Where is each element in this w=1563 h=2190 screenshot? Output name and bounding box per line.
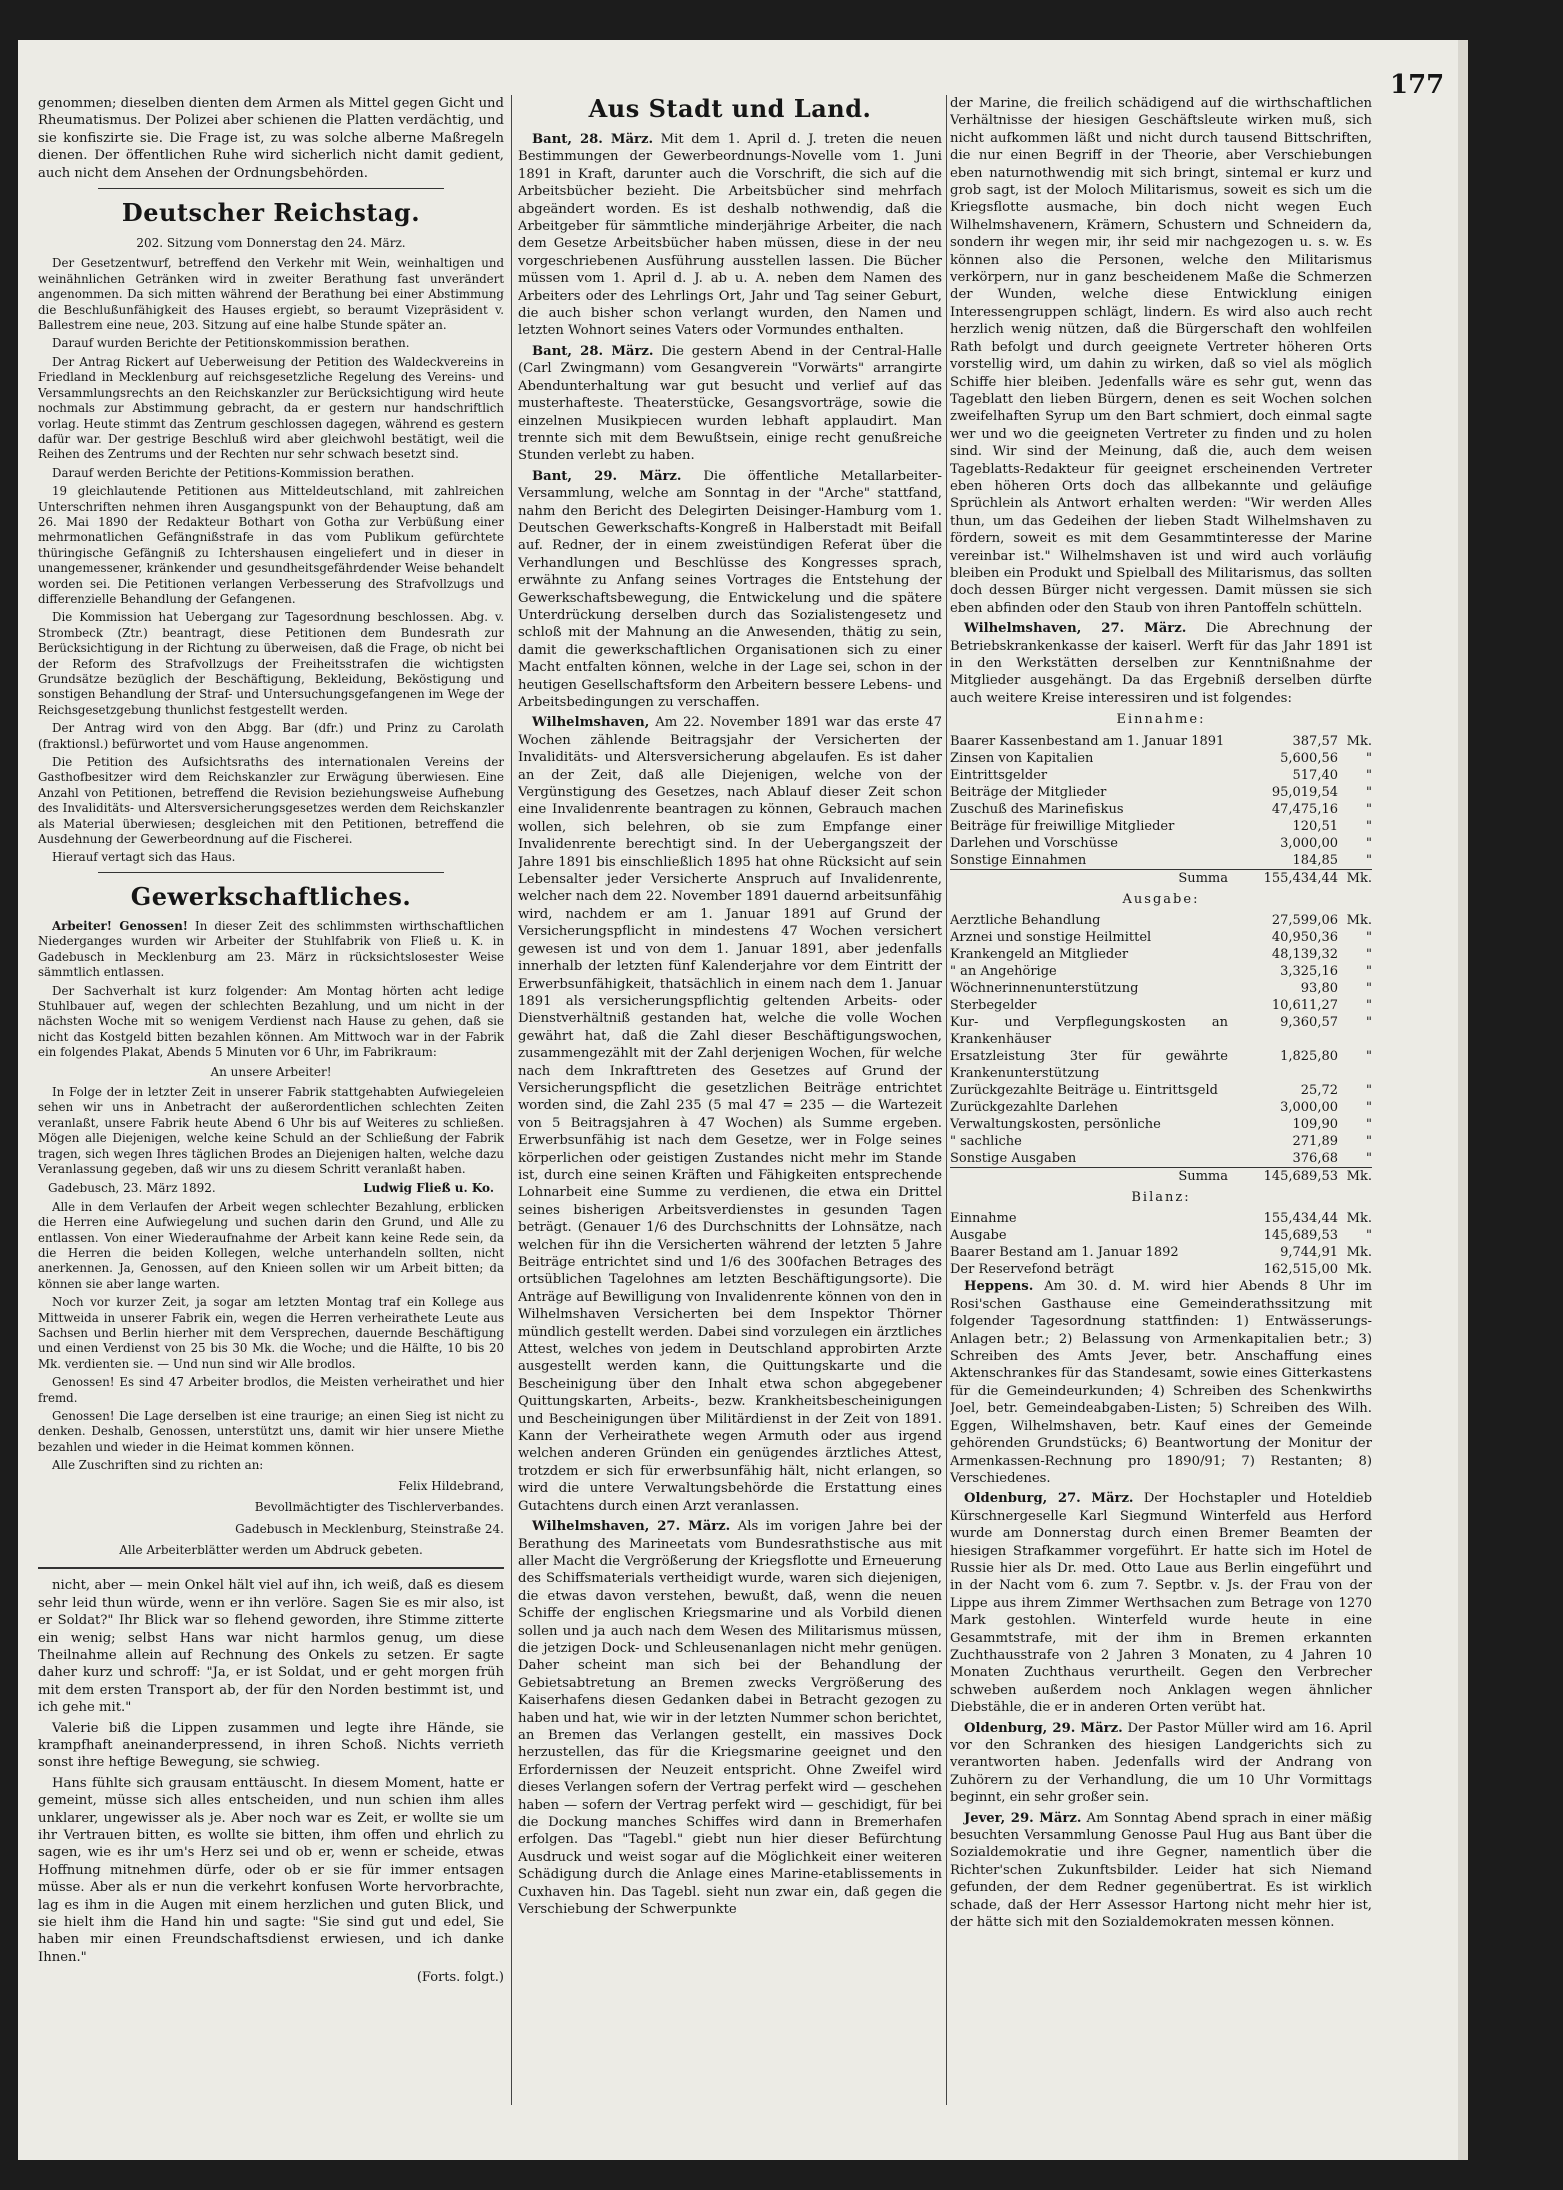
news-text: Am 30. d. M. wird hier Abends 8 Uhr im Rosi'schen Gasthause eine Gemeinderathssitzung mit folgender Tagesordnung stattfinden: 1) Entwässerungs-Anlagen betr.; 2) Belassung von Armenkapitalien betr.; 3) Schreiben des Amts Jever, betr. Anschaffung eines Aktenschrankes für das Standesamt, sowie eines Gitterkastens für die Gemeindeurkunden; 4) Schreiben des Schenkwirths Joel, betr. Gemeindeabgaben-Listen; 5) Schreiben des Wilh. Eggen, Wilhelmshaven, betr. Kauf eines der Gemeinde gehörenden Grundstücks; 6) Beantwortung der Monitur der Armenkassen-Rechnung pro 1890/91; 7) Restanten; 8) Verschiedenes. [950, 1279, 1372, 1486]
page-edge [1458, 40, 1468, 2160]
news-dateline: Oldenburg, 29. März. [964, 1720, 1123, 1736]
table-row [950, 1014, 1372, 1048]
row-unit: " [1366, 1100, 1372, 1116]
kasse-article [950, 620, 1372, 707]
reichstag-paragraph: Darauf werden Berichte der Petitions-Kommission berathen. [52, 465, 415, 480]
row-label: " sachliche [950, 1134, 1022, 1150]
news-text: Als im vorigen Jahre bei der Berathung des Marineetats vom Bundesrathstische aus mit aller Macht die Vergrößerung der Kriegsflotte und Erneuerung des Schiffsmaterials vertheidigt wurde, waren sich diejenigen, die etwas davon verstehen, bewußt, daß, wenn die neuen Schiffe der englischen Kriegsmarine und als Vorbild dienen sollen und ja auch nach dem Wesen des Militarismus müssen, die jetzigen Dock- und Schleusenanlagen nicht mehr genügen. Daher scheint man sich bei der Behandlung der Gebietsabtretung an Bremen zwecks Vergrößerung des Kaiserhafens diesen Gedanken dabei in Betracht gezogen zu haben und hat, wie wir in der letzten Nummer schon berichtet, an Bremen das Verlangen gestellt, ein massives Dock herzustellen, das für die Kriegsmarine geeignet und den Erfordernissen der Neuzeit entspricht. Ohne Zweifel wird dieses Verlangen sofern der Vertrag perfekt wird — geschehen haben — sofern der Vertrag perfekt wird — geschidigt, für bei die Dockung manches Schiffes wird dann in Bremerhafen erfolgen. Das "Tagebl." giebt nun hier dieser Befürchtung Ausdruck und weist sogar auf die Möglichkeit einer weiteren Schädigung durch die Anlage eines Marine-etablissements in Cuxhaven hin. Das Tagebl. sieht nun zwar ein, daß gegen die Verschiebung der Schwerpunkte [518, 1519, 942, 1918]
plakat-text: In Folge der in letzter Zeit in unserer Fabrik stattgehabten Aufwiegeleien sehen wir uns in Anbetracht der außerordentlichen schlechten Zeiten veranlaßt, unsere Fabrik heute Abend 6 Uhr bis auf Weiteres zu schließen. Mögen alle Diejenigen, welche keine Schuld an der Schließung der Fabrik tragen, sich wegen Ihres täglichen Brodes an Diejenigen halten, welche dazu Veranlassung gegeben, daß wir uns zu diesem Schritt veranlaßt haben. [38, 1084, 504, 1176]
row-label: Zinsen von Kapitalien [950, 750, 1094, 766]
row-value: 162,515,00 [1263, 1262, 1338, 1278]
table-row [950, 1082, 1372, 1099]
news-text: Der Hochstapler und Hoteldieb Kürschnergeselle Karl Siegmund Winterfeld aus Herford wurde am Donnerstag durch einen Bremer Beamten der hiesigen Strafkammer vorgeführt. Er hatte sich im Hotel de Russie hier als Dr. med. Otto Laue aus Berlin eingeführt und in der Nacht vom 6. zum 7. Septbr. v. Js. der Frau von der Lippe aus ihrem Zimmer Werthsachen zum Betrage von 1270 Mark gestohlen. Winterfeld wurde heute in eine Gesammtstrafe, mit der ihm in Bremen erkannten Zuchthausstrafe von 2 Jahren 3 Monaten, zu 4 Jahren 10 Monaten Zuchthaus verurtheilt. Gegen den Verbrecher schweben außerdem noch Anklagen wegen ähnlicher Diebstähle, die er in anderen Orten verübt hat. [950, 1491, 1372, 1716]
row-label: " an Angehörige [950, 964, 1057, 980]
row-unit: " [1366, 1015, 1372, 1031]
reichstag-paragraph: Hierauf vertagt sich das Haus. [52, 850, 236, 865]
ausgabe-heading: Ausgabe: [1122, 891, 1200, 907]
row-unit: " [1366, 1134, 1372, 1150]
row-value: 155,434,44 [1263, 1211, 1338, 1227]
table-row [950, 1116, 1372, 1133]
table-row [950, 767, 1372, 784]
appeal-text-1: In dieser Zeit des schlimmsten wirthschaftlichen Niederganges wurden wir Arbeiter der Stuhlfabrik von Fließ u. K. in Gadebusch in Mecklenburg am 23. März in rücksichtslosester Weise sämmtlich entlassen. [38, 918, 504, 980]
appeal-paragraph: Genossen! Es sind 47 Arbeiter brodlos, die Meisten verheirathet und hier fremd. [38, 1375, 504, 1405]
row-value: 25,72 [1300, 1083, 1338, 1099]
kasse-lead: Wilhelmshaven, 27. März. [964, 621, 1187, 637]
news-dateline: Wilhelmshaven, 27. März. [532, 1519, 731, 1535]
appeal-continuation [38, 1200, 504, 1474]
address-role: Bevollmächtigter des Tischlerverbandes. [254, 1500, 504, 1515]
reichstag-report [38, 256, 504, 865]
reichstag-paragraph: 19 gleichlautende Petitionen aus Mitteldeutschland, mit zahlreichen Unterschriften nehmen ihren Ausgangspunkt von der Behauptung, daß am 26. Mai 1890 der Redakteur Bothart von Gotha zur Verbüßung einer mehrmonatlichen Gefängnißstrafe in das vom Publikum gefürchtete thüringische Gefängniß zu Ichtershausen eingeliefert und in dieser in unangemessener, kränkender und gesundheitsgefährdender Weise behandelt worden sei. Die Petitionen verlangen Verbesserung des Strafvollzugs und differenzielle Behandlung der Gefangenen. [38, 484, 504, 606]
row-value: 9,744,91 [1280, 1245, 1338, 1261]
row-unit: Mk. [1346, 1211, 1372, 1227]
appeal-text-2: Der Sachverhalt ist kurz folgender: Am Montag hörten acht ledige Stuhlbauer auf, wegen der schlechten Bezahlung, und um nicht in der nächsten Woche mit so wenigem Verdienst nach Hause zu gehen, daß sie nicht das Kostgeld bitten bezahlen können. Am Mittwoch war in der Fabrik ein folgendes Plakat, Abends 5 Minuten vor 6 Uhr, im Fabrikraum: [38, 983, 504, 1060]
column-rule-2 [946, 95, 947, 2105]
row-unit: " [1366, 767, 1372, 783]
news-dateline: Oldenburg, 27. März. [964, 1491, 1134, 1507]
gewerkschaft-appeal [38, 919, 504, 981]
row-unit: Mk. [1346, 733, 1372, 749]
feuilleton-paragraph: Valerie biß die Lippen zusammen und legte ihre Hände, sie krampfhaft aneinanderpressend, in ihren Schoß. Nichts verrieth sonst ihre heftige Bewegung, sie schwieg. [38, 1720, 504, 1771]
einnahme-heading: Einnahme: [1116, 712, 1206, 728]
row-label: Sonstige Einnahmen [950, 852, 1087, 868]
column-rule-1 [511, 95, 512, 2105]
bilanz-table [950, 1210, 1372, 1278]
table-row [950, 733, 1372, 750]
einnahme-table [950, 733, 1372, 887]
news-item [950, 1278, 1372, 1487]
row-value: 3,325,16 [1280, 964, 1338, 980]
ausgabe-table [950, 912, 1372, 1185]
reichstag-paragraph: Die Petition des Aufsichtsraths des internationalen Vereins der Gasthofbesitzer wird dem Reichskanzler zur Erwägung überwiesen. Eine Anzahl von Petitionen, betreffend die Revision beziehungsweise Aufhebung des Invaliditäts- und Altersversicherungsgesetzes werden dem Reichskanzler als Material überwiesen; desgleichen mit den Petitionen, betreffend die Ausdehnung der Gewerbeordnung auf die Fischerei. [38, 755, 504, 847]
news-item [518, 343, 942, 465]
row-label: Kur- und Verpflegungskosten an Krankenhäuser [950, 1015, 1228, 1048]
address-note: Alle Arbeiterblätter werden um Abdruck gebeten. [119, 1542, 423, 1557]
row-unit: Mk. [1346, 913, 1372, 929]
row-label: Zurückgezahlte Beiträge u. Eintrittsgeld [950, 1083, 1218, 1099]
row-unit: " [1366, 947, 1372, 963]
table-row [950, 1099, 1372, 1116]
row-label: Der Reservefond beträgt [950, 1262, 1114, 1278]
news-item [950, 1490, 1372, 1716]
row-unit: " [1366, 852, 1372, 868]
row-label: Zurückgezahlte Darlehen [950, 1100, 1119, 1116]
row-value: 10,611,27 [1271, 998, 1338, 1014]
row-label: Beiträge der Mitglieder [950, 784, 1107, 800]
address-place: Gadebusch in Mecklenburg, Steinstraße 24. [235, 1521, 504, 1536]
news-dateline: Bant, 28. März. [532, 343, 654, 359]
row-unit: Mk. [1346, 1262, 1372, 1278]
row-value: 27,599,06 [1271, 913, 1338, 929]
news-text: Mit dem 1. April d. J. treten die neuen Bestimmungen der Gewerbeordnungs-Novelle vom 1. Juni 1891 in Kraft, darunter auch die Vorschrift, die sich auf die Arbeitsbücher bezieht. Die Arbeitsbücher sind mehrfach abgeändert worden. Es ist deshalb nothwendig, daß die Arbeitgeber für sämmtliche minderjährige Arbeiter, die nach dem Gesetze Arbeitsbücher haben müssen, diese in der neu vorgeschriebenen Ausführung ausstellen lassen. Die Bücher müssen vom 1. April d. J. ab u. A. neben dem Namen des Arbeiters oder des Lehrlings Ort, Jahr und Tag seiner Geburt, die auch bisher schon verlangt wurden, den Namen und letzten Wohnort seines Vaters oder Vormundes enthalten. [518, 132, 942, 339]
table-row [950, 963, 1372, 980]
news-item [518, 714, 942, 1515]
row-label: Einnahme [950, 1211, 1017, 1227]
column-3 [950, 95, 1372, 2105]
plakat-firm: Ludwig Fließ u. Ko. [363, 1181, 494, 1196]
table-row [950, 1150, 1372, 1168]
column-2 [518, 95, 942, 2105]
reichstag-paragraph: Darauf wurden Berichte der Petitionskommission berathen. [52, 336, 410, 351]
table-row [950, 980, 1372, 997]
gewerkschaft-heading: Gewerkschaftliches. [130, 881, 412, 911]
row-value: 387,57 [1292, 733, 1338, 749]
row-unit: " [1366, 750, 1372, 766]
regional-news [950, 1278, 1372, 1931]
news-dateline: Bant, 29. März. [532, 468, 682, 484]
news-dateline: Bant, 28. März. [532, 132, 654, 147]
row-unit: " [1366, 818, 1372, 834]
column-1 [38, 95, 504, 2095]
row-label: Sonstige Ausgaben [950, 1151, 1077, 1167]
table-row [950, 1244, 1372, 1261]
news-text: Die gestern Abend in der Central-Halle (Carl Zwingmann) vom Gesangverein "Vorwärts" arrangirte Abendunterhaltung war gut besucht und verlief auf das musterhafteste. Theaterstücke, Gesangsvorträge, sowie die einzelnen Musikpiecen wurden lebhaft applaudirt. Man trennte sich mit dem Bewußtsein, einige recht genußreiche Stunden verlebt zu haben. [518, 343, 942, 464]
news-item [950, 1720, 1372, 1807]
row-unit: " [1366, 1117, 1372, 1133]
row-label: Ausgabe [950, 1228, 1007, 1244]
table-row [950, 997, 1372, 1014]
local-news [518, 131, 942, 1918]
row-label: Aerztliche Behandlung [950, 913, 1101, 929]
row-label: Baarer Kassenbestand am 1. Januar 1891 [950, 733, 1225, 749]
row-label: Eintrittsgelder [950, 767, 1048, 783]
row-value: 9,360,57 [1280, 1015, 1338, 1031]
row-unit: Mk. [1338, 869, 1372, 887]
row-value: 155,434,44 [1228, 869, 1338, 887]
row-value: 184,85 [1292, 852, 1338, 868]
plakat-heading: An unsere Arbeiter! [210, 1064, 332, 1079]
table-row [950, 801, 1372, 818]
reichstag-paragraph: Der Antrag Rickert auf Ueberweisung der Petition des Waldeckvereins in Friedland in Mecklenburg auf reichsgesetzliche Regelung des Vereins- und Versammlungsrechts an den Reichskanzler zur Berücksichtigung wird heute nochmals zur Abstimmung gebracht, da er gestern nur handschriftlich vorlag. Heute stimmt das Zentrum geschlossen dagegen, während es gestern dafür war. Der gestrige Beschluß wird aber gleichwohl bestätigt, weil die Reihen des Zentrums und der Rechten nur sehr schwach besetzt sind. [38, 354, 504, 462]
sum-row [950, 1168, 1372, 1186]
row-value: 3,000,00 [1280, 835, 1338, 851]
table-row [950, 1210, 1372, 1227]
row-unit: " [1366, 835, 1372, 851]
address-name: Felix Hildebrand, [398, 1478, 504, 1493]
row-unit: " [1366, 981, 1372, 997]
row-unit: " [1366, 1049, 1372, 1065]
kasse-intro: Die Abrechnung der Betriebskrankenkasse der kaiserl. Werft für das Jahr 1891 ist in den Werkstätten derselben zur Kenntnißnahme der Mitglieder ausgehängt. Da das Ergebniß derselben dürfte auch weitere Kreise interessiren und ist folgendes: [950, 621, 1372, 706]
plakat-signature [48, 1180, 494, 1197]
row-value: 93,80 [1300, 981, 1338, 997]
row-unit: Mk. [1338, 1168, 1372, 1186]
row-label: Baarer Bestand am 1. Januar 1892 [950, 1245, 1179, 1261]
row-label: Zuschuß des Marinefiskus [950, 801, 1124, 817]
row-unit: " [1366, 998, 1372, 1014]
feuilleton-paragraph: nicht, aber — mein Onkel hält viel auf ihn, ich weiß, daß es diesem sehr leid thun würde, wenn er ihn verlöre. Sagen Sie es mir also, ist er Soldat?" Ihr Blick war so flehend geworden, ihre Stimme zitterte ein wenig; selbst Hans war nicht harmlos genug, um diese Theilnahme allein auf Rechnung des Onkels zu setzen. Er sagte daher kurz und schroff: "Ja, er ist Soldat, und er geht morgen früh mit dem ersten Transport ab, der für den Norden bestimmt ist, und ich gehe mit." [38, 1578, 504, 1716]
continuation-note: (Forts. folgt.) [416, 1970, 504, 1986]
row-value: 517,40 [1292, 767, 1338, 783]
row-label: Darlehen und Vorschüsse [950, 835, 1118, 851]
news-text: Am 22. November 1891 war das erste 47 Wochen zählende Beitragsjahr der Versicherten der Invaliditäts- und Altersversicherung abgelaufen. Es ist daher an der Zeit, daß alle Diejenigen, welche von der Vergünstigung des Gesetzes, nach Ablauf dieser Zeit schon eine Invalidenrente beantragen zu können, Gebrauch machen wollen, sich belehren, ob sie zum Empfange einer Invalidenrente berechtigt sind. In der Uebergangszeit der Jahre 1891 bis einschließlich 1895 hat ohne Rücksicht auf sein Lebensalter jeder Versicherte Anspruch auf Invalidenrente, welcher nach dem 22. November 1891 dauernd arbeitsunfähig wird, nachdem er am 1. Januar 1891 auf Grund der Versicherungspflicht in mindestens 47 Wochen versichert gewesen ist und von dem 1. Januar 1891, aber jedenfalls innerhalb der letzten fünf Kalenderjahre vor dem Eintritt der Erwerbsunfähigkeit, thatsächlich in einem nach dem 1. Januar 1891 als versicherungspflichtig geltenden Arbeits- oder Dienstverhältniß gestanden hat, welche die volle Wochen gewährt hat, daß die Zahl dieser Beschäftigungswochen, zusammengezählt mit der Zahl derjenigen Wochen, für welche nach dem Inkrafttreten des Gesetzes auf Grund der Versicherungspflicht die gesetzlichen Beiträge entrichtet worden sind, die Zahl 235 (5 mal 47 = 235 — die Wartezeit von 5 Beitragsjahren à 47 Wochen) als Summe ergeben. Erwerbsunfähig ist nach dem Gesetze, wer in Folge seines körperlichen oder geistigen Zustandes nicht mehr im Stande ist, durch eine seinen Kräften und Fähigkeiten entsprechende Lohnarbeit eine Summe zu verdienen, die etwa ein Drittel seines bisherigen Arbeitsverdienstes in gesunden Tagen beträgt. (Genauer 1/6 des Durchschnitts der Lohnsätze, nach welchen für ihn die Versicherten während der letzten 5 Jahre Beiträge entrichtet sind und 1/6 des 300fachen Betrages des ortsüblichen Tagelohnes am letzten Beschäftigungsorte). Die Anträge auf Bewilligung von Invalidenrente können von den in Wilhelmshaven Versicherten bei dem Inspektor Thörner mündlich gestellt werden. Dabei sind vorzulegen ein ärztliches Attest, welches von jedem in Deutschland approbirten Arzte ausgestellt werden kann, die Quittungskarte und die Bescheinigung über den Inhalt etwa schon abgegebener Quittungskarten, Arbeits-, bezw. Krankheitsbescheinigungen und Bescheinigungen über Militärdienst in der Zeit von 1891. Kann der Verheirathete wegen Armuth oder aus irgend welchen anderen Gründen ein genügendes ärztliches Attest, trotzdem er sich für erwerbsunfähig hält, nicht erlangen, so wird die untere Verwaltungsbehörde die Erstattung eines Gutachtens durch einen Arzt veranlassen. [518, 715, 942, 1514]
stadt-land-heading: Aus Stadt und Land. [588, 95, 872, 123]
plakat-place-date: Gadebusch, 23. März 1892. [48, 1181, 216, 1196]
row-value: 109,90 [1292, 1117, 1338, 1133]
row-unit: " [1366, 1083, 1372, 1099]
table-row [950, 1048, 1372, 1082]
table-row [950, 1133, 1372, 1150]
news-text: Die öffentliche Metallarbeiter-Versammlung, welche am Sonntag in der "Arche" stattfand, nahm den Bericht des Delegirten Deisinger-Hamburg vom 1. Deutschen Gewerkschafts-Kongreß in Halberstadt mit Beifall auf. Redner, der in einem zweistündigen Referat über die Verhandlungen und Beschlüsse des Kongresses sprach, erwähnte zu Anfang seines Vortrages die Entstehung der Gewerkschaftsbewegung, die Entwickelung und die spätere Unterdrückung derselben durch das Sozialistengesetz und schloß mit der Mahnung an die Anwesenden, thätig zu sein, damit die gewerkschaftlichen Organisationen sich zu einer Macht entfalten können, welche in der Lage sei, schon in der heutigen Gesellschaftsform den Arbeitern bessere Lebens- und Arbeitsbedingungen zu verschaffen. [518, 468, 942, 710]
row-value: 145,689,53 [1263, 1228, 1338, 1244]
intro-paragraph: genommen; dieselben dienten dem Armen als Mittel gegen Gicht und Rheumatismus. Der Polizei aber schienen die Platten verdächtig, und sie konfiszirte sie. Die Frage ist, zu was solche alberne Maßregeln dienen. Der öffentlichen Ruhe wird sicherlich nicht damit gedient, auch nicht dem Ansehen der Ordnungsbehörden. [38, 96, 504, 181]
feuilleton-paragraph: Hans fühlte sich grausam enttäuscht. In diesem Moment, hatte er gemeint, müsse sich alles entscheiden, und nun schien ihm alles unklarer, ungewisser als je. Aber noch war es Zeit, er wollte sie um ihr Vertrauen bitten, es wollte sie bitten, ihm offen und ehrlich zu sagen, wie es ihr um's Herz sei und ob er, wenn er scheide, etwas Hoffnung mitnehmen dürfe, oder ob er sie für immer entsagen müsse. Aber als er nun die verkehrt konfusen Worte hervorbrachte, lag es ihm in die Augen mit einem herzlichen und guten Blick, und sie hielt ihm die Hand hin und sagte: "Sie sind gut und edel, Sie haben mir einen Freundschaftsdienst erwiesen, und ich danke Ihnen." [38, 1775, 504, 1965]
row-label: Verwaltungskosten, persönliche [950, 1117, 1161, 1133]
row-value: 120,51 [1292, 818, 1338, 834]
table-row [950, 750, 1372, 767]
reichstag-heading: Deutscher Reichstag. [121, 198, 421, 228]
sum-row [950, 869, 1372, 887]
bilanz-heading: Bilanz: [1131, 1190, 1191, 1206]
row-label: Summa [950, 1168, 1228, 1186]
row-value: 271,89 [1292, 1134, 1338, 1150]
row-label: Wöchnerinnenunterstützung [950, 981, 1139, 997]
row-value: 95,019,54 [1271, 784, 1338, 800]
continued-article: der Marine, die freilich schädigend auf die wirthschaftlichen Verhältnisse der hiesigen Geschäftsleute wirken muß, sich nicht aufkommen läßt und nicht durch tausend Bittschriften, die nur einen Begriff in der Theorie, aber Verschiebungen eben naturnothwendig mit sich bringt, sintemal er kurz und grob sagt, ist der Moloch Militarismus, soweit es sich um die Kriegsflotte ausmache, bin doch nicht wegen Euch Wilhelmshavenern, Krämern, Schustern und Schneidern da, sondern ihr wegen mir, ihr seid mir nachgezogen u. s. w. Es können also die Personen, welche den Militarismus verkörpern, nur in ganz bescheidenem Maße die Schmerzen der Wunden, welche diese Entwicklung einigen Interessengruppen schlägt, lindern. Es wird also auch recht herzlich wenig nützen, daß die Bürgerschaft den wohlfeilen Rath befolgt und durch geeignete Vertreter höheren Orts vorstellig wird, um dahin zu wirken, daß so viel als möglich Schiffe hier bleiben. Jedenfalls wäre es sehr gut, wenn das Tageblatt den lieben Bürgern, denen es seit Wochen solchen zweifelhaften Syrup um den Bart schmiert, doch einmal sagte wer und wo die geeigneten Vertreter zu finden und zu holen sind. Wir sind der Meinung, daß die, auch dem weisen Tageblatts-Redakteur für geeignet erscheinenden Vertreter eben höheren Orts doch das allbekannte und geläufige Sprüchlein als Antwort erhalten werden: "Wir werden Alles thun, um das Gedeihen der lieben Stadt Wilhelmshaven zu fördern, soweit es mit dem Gesammtinteresse der Marine vereinbar ist." Wilhelmshaven ist und wird auch vorläufig bleiben ein Produkt und Spielball des Militarismus, das sollten doch dessen Bürger nicht vergessen. Damit müssen sie sich eben abfinden oder den Staub von ihren Pantoffeln schütteln. [950, 96, 1372, 616]
row-value: 5,600,56 [1280, 750, 1338, 766]
table-row [950, 818, 1372, 835]
appeal-paragraph: Noch vor kurzer Zeit, ja sogar am letzten Montag traf ein Kollege aus Mittweida in unserer Fabrik ein, wegen die Herren verheirathete Leute aus Sachsen und Berlin hierher mit dem Versprechen, dauernde Beschäftigung und einen Verdienst von 25 bis 30 Mk. die Woche; und die Hälfte, 10 bis 20 Mk. verdienten sie. — Und nun sind wir Alle brodlos. [38, 1295, 504, 1371]
table-row [950, 946, 1372, 963]
row-unit: Mk. [1346, 1245, 1372, 1261]
row-label: Krankengeld an Mitglieder [950, 947, 1129, 963]
row-value: 145,689,53 [1228, 1168, 1338, 1186]
news-dateline: Jever, 29. März. [964, 1810, 1082, 1826]
news-item [950, 1810, 1372, 1932]
table-row [950, 929, 1372, 946]
news-dateline: Heppens. [964, 1279, 1034, 1295]
table-row [950, 912, 1372, 929]
row-value: 47,475,16 [1271, 801, 1338, 817]
table-row [950, 784, 1372, 801]
news-text: Am Sonntag Abend sprach in einer mäßig besuchten Versammlung Genosse Paul Hug aus Bant über die Sozialdemokratie und ihre Gegner, namentlich über die Richter'schen Zukunftsbilder. Leider hat sich Niemand gefunden, der dem Redner gegenübertrat. Es ist wirklich schade, daß der Herr Assessor Hartong nicht mehr hier ist, der hätte sich mit den Sozialdemokraten messen können. [950, 1810, 1372, 1931]
table-row [950, 835, 1372, 852]
row-label: Sterbegelder [950, 998, 1037, 1014]
divider [98, 872, 444, 873]
appeal-paragraph: Alle Zuschriften sind zu richten an: [52, 1458, 264, 1473]
row-unit: " [1366, 784, 1372, 800]
row-unit: " [1366, 1228, 1372, 1244]
table-row [950, 852, 1372, 870]
appeal-paragraph: Alle in dem Verlaufen der Arbeit wegen schlechter Bezahlung, erblicken die Herren eine Aufwiegelung und suchen darin den Grund, und Alle zu entlassen. Von einer Wiederaufnahme der Arbeit kann keine Rede sein, da die Herren die beiden Kollegen, welche unterhandeln sollten, nicht anerkennen. Ja, Genossen, auf den Knieen sollen wir um Arbeit bitten; da können sie aber lange warten. [38, 1199, 504, 1291]
news-dateline: Wilhelmshaven, [532, 715, 650, 731]
news-text: Der Pastor Müller wird am 16. April vor den Schranken des hiesigen Landgerichts sich zu verantworten haben. Jedenfalls wird der Andrang von Zuhörern zu der Verhandlung, die um 10 Uhr Vormittags beginnt, ein sehr großer sein. [950, 1720, 1372, 1806]
feuilleton [38, 1577, 504, 1966]
row-label: Ersatzleistung 3ter für gewährte Krankenunterstützung [950, 1049, 1228, 1082]
row-label: Arznei und sonstige Heilmittel [950, 930, 1152, 946]
appeal-paragraph: Genossen! Die Lage derselben ist eine traurige; an einen Sieg ist nicht zu denken. Deshalb, Genossen, unterstützt uns, damit wir hier unsere Miethe bezahlen und wieder in die Heimat kommen können. [38, 1409, 504, 1454]
row-label: Beiträge für freiwillige Mitglieder [950, 818, 1175, 834]
table-row [950, 1261, 1372, 1278]
news-item [518, 468, 942, 712]
row-unit: " [1366, 801, 1372, 817]
news-item [518, 1518, 942, 1918]
page-number: 177 [1390, 70, 1445, 100]
row-value: 376,68 [1292, 1151, 1338, 1167]
appeal-lead: Arbeiter! Genossen! [52, 918, 188, 933]
row-value: 48,139,32 [1271, 947, 1338, 963]
feuilleton-rule [38, 1567, 504, 1569]
row-value: 3,000,00 [1280, 1100, 1338, 1116]
row-label: Summa [950, 869, 1228, 887]
reichstag-paragraph: Der Gesetzentwurf, betreffend den Verkehr mit Wein, weinhaltigen und weinähnlichen Getränken wird in zweiter Berathung fast unverändert angenommen. Da sich mitten während der Berathung bei einer Abstimmung die Beschlußunfähigkeit des Hauses ergiebt, so beraumt Vizepräsident v. Ballestrem eine neue, 203. Sitzung auf eine halbe Stunde später an. [38, 256, 504, 333]
row-unit: " [1366, 930, 1372, 946]
news-item [518, 131, 942, 340]
table-row [950, 1227, 1372, 1244]
reichstag-session: 202. Sitzung vom Donnerstag den 24. März. [136, 236, 406, 251]
divider [98, 188, 444, 189]
row-value: 1,825,80 [1280, 1049, 1338, 1065]
row-value: 40,950,36 [1271, 930, 1338, 946]
row-unit: " [1366, 1151, 1372, 1167]
row-unit: " [1366, 964, 1372, 980]
reichstag-paragraph: Die Kommission hat Uebergang zur Tagesordnung beschlossen. Abg. v. Strombeck (Ztr.) beantragt, diese Petitionen dem Bundesrath zur Berücksichtigung in der Richtung zu überweisen, daß die Frage, ob nicht bei der Reform des Strafvollzugs der Freiheitsstrafen die wichtigsten Grundsätze bezüglich der Beschäftigung, Bekleidung, Beköstigung und sonstigen Behandlung der Straf- und Untersuchungsgefangenen im Wege der Reichsgesetzgebung thunlichst festgestellt werden. [38, 610, 504, 717]
reichstag-paragraph: Der Antrag wird von den Abgg. Bar (dfr.) und Prinz zu Carolath (fraktionsl.) befürwortet und vom Hause angenommen. [38, 721, 504, 751]
